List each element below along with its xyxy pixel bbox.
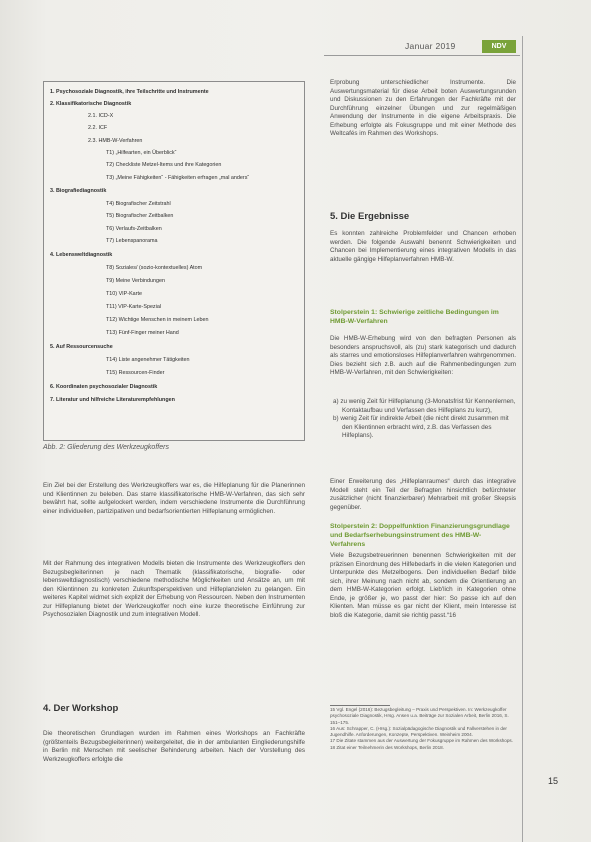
footnotes — [330, 707, 516, 751]
left-para-3-text: Die theoretischen Grundlagen wurden im Rahmen eines Workshops an Fachkräfte (größtenteils Bezugsbegleiterinnen) weitergeleitet, die in der ambulanten Eingliederungshilfe in Berlin mit Menschen mit seelischer Behinderung arbeiten. Nach der Vorstellung des Werkzeugkoffers erfolgte die — [43, 730, 305, 763]
footnote: 15 Vgl. Engel (2016): Bezugsbegleitung – Praxis und Perspektiven. In: Werkzeugkoffer psychosoziale Diagnostik, Hrsg. Ansen u.a. Beiträge zur Sozialen Arbeit, Berlin 2016, S. 151–175. — [330, 707, 509, 725]
right-para-3-text: Die HMB-W-Erhebung wird von den befragten Personen als besonders anspruchsvoll, als (zu) stark kategorisch und dadurch als starres und emotionsloses Hilfeplanverfahren wahrgenommen. Dies bezieht sich z.B. auch auf die Rahmenbedingungen zum HMB-W-Verfahren, mit den Schwierigkeiten: — [330, 335, 516, 376]
toc-item: 2.2. ICF — [88, 125, 108, 131]
figure-caption: Abb. 2: Gliederung des Werkzeugkoffers — [43, 444, 169, 451]
left-para-2-text: Mit der Rahmung des integrativen Modells bieten die Instrumente des Werkzeugkoffers den Bezugsbegleiterinnen je nach Thematik (klassifikatorische, biografie- oder lebensweltdiagnostisch) verschiedene methodische Möglichkeiten und Ansätze an, um mit den Klientinnen zu konkreten Zukunftsperspektiven und Hilfeplanzielen zu gelangen. Ein weiteres Kapitel widmet sich explizit der Erhebung von Ressourcen. Neben den Instrumenten zur Hilfeplanung bietet der Werkzeugkoffer noch eine kurze theoretische Einführung zur Psychosozialen Diagnostik und zum integrativen Modell. — [43, 560, 305, 618]
footnote-rule — [330, 705, 390, 706]
toc-item: 3. Biografiediagnostik — [50, 188, 107, 194]
right-paragraph-5 — [330, 552, 516, 620]
toc-item: 6. Koordinaten psychosozialer Diagnostik — [50, 384, 158, 390]
subheading-stolperstein-2: Stolperstein 2: Doppelfunktion Finanzierungsgrundlage und Bedarfserhebungsinstrument des HMB-W-Verfahrens — [330, 523, 510, 548]
header-date: Januar 2019 — [405, 41, 456, 51]
section-heading-ergebnisse: 5. Die Ergebnisse — [330, 211, 410, 222]
header-badge: NDV — [482, 40, 516, 53]
toc-item: T12) Wichtige Menschen in meinem Leben — [106, 317, 209, 323]
list-item: a) zu wenig Zeit für Hilfeplanung (3-Monatsfrist für Kennenlernen, Kontaktaufbau und Verfassen des Hilfeplans zu kurz), — [333, 398, 516, 414]
subheading-stolperstein-1: Stolperstein 1: Schwierige zeitliche Bedingungen im HMB-W-Verfahren — [330, 309, 499, 325]
right-para-4-text: Einer Erweiterung des „Hilfeplanraumes“ durch das integrative Modell steht ein Teil der Befragten hinsichtlich befürchteter zusätzlicher (nicht finanzierbarer) Mehrarbeit mit großer Skepsis gegenüber. — [330, 478, 516, 511]
left-paragraph-3 — [43, 730, 305, 764]
toc-item: T6) Verlaufs-Zeitbalken — [106, 226, 162, 232]
toc-item: 2. Klassifikatorische Diagnostik — [50, 101, 132, 107]
toc-item: T14) Liste angenehmer Tätigkeiten — [106, 357, 190, 363]
toc-item: 1. Psychosoziale Diagnostik, ihre Teilschritte und Instrumente — [50, 89, 209, 95]
right-paragraph-4 — [330, 478, 516, 512]
section-heading-workshop: 4. Der Workshop — [43, 703, 119, 714]
page-number: 15 — [548, 776, 559, 786]
footnote: 16 Aus: Schrapper, C. (Hrsg.): Sozialpädagogische Diagnostik und Fallverstehen in der Jugendhilfe. Anforderungen, Konzepte, Perspektiven. Weinheim 2004. — [330, 725, 507, 738]
left-para-1-text: Ein Ziel bei der Erstellung des Werkzeugkoffers war es, die Hilfeplanung für die Planerinnen und Klientinnen zu beleben. Das starre klassifikatorische HMB-W-Verfahren, das sich sehr bewährt hat, sollte aufgelockert werden, indem verschiedene Instrumente die Durchführung einer individuellen, partizipativen und bedarfsorientierten Hilfeplanung ermöglichen. — [43, 482, 305, 515]
toc-item: 7. Literatur und hilfreiche Literaturempfehlungen — [50, 397, 175, 403]
right-para-1-text: Erprobung unterschiedlicher Instrumente. Die Auswertungsmaterial für diese Arbeit boten Auswertungsrunden und Diskussionen zu den Erfahrungen der Fachkräfte mit der Durchführung einzelner Übungen und zur regelmäßigen Anwendung der Instrumente in die eigene Arbeitspraxis. Die Erhebung erfolgte als Fokusgruppe und mit einer Methode des Weltcafés im Rahmen des Workshops. — [330, 79, 516, 137]
right-para-5-text: Viele Bezugsbetreuerinnen benennen Schwierigkeiten mit der präzisen Einordnung des Hilfebedarfs in die vielen Kategorien und Unterpunkte des Metzelbogens. Den individuellen Bedarf bilde sich, ihrer Meinung nach nicht ab, sondern die Orientierung an dem HMB-W-Kategorien erfolgt. Lieb'lich in Kategorien ohne Ende, je größer je, wo passt der hier: So passe ich auf den Klienten. Man müsse es gar nicht der Klient, mein Interesse ist bloß die Kategorie, damit sie richtig passt.“16 — [330, 552, 516, 619]
footnote: 17 Die Zitate stammen aus der Auswertung der Fokusgruppe im Rahmen des Workshops. — [330, 738, 513, 744]
toc-item: T3) „Meine Fähigkeiten“ - Fähigkeiten erfragen „mal anders“ — [106, 175, 250, 181]
conditions-list — [330, 398, 516, 441]
toc-item: T7) Lebenspanorama — [106, 238, 158, 244]
figure-toc-box — [43, 81, 305, 441]
toc-item: T8) Soziales/ (sozio-kontextuelles) Atom — [106, 265, 203, 271]
toc-item: 5. Auf Ressourcensuche — [50, 344, 113, 350]
toc-item: T9) Meine Verbindungen — [106, 278, 166, 284]
toc-item: T15) Ressourcen-Finder — [106, 370, 165, 376]
right-paragraph-1 — [330, 79, 516, 139]
toc-item: T2) Checkliste Metzel-Items und ihre Kategorien — [106, 162, 222, 168]
toc-item: 4. Lebensweltdiagnostik — [50, 252, 113, 258]
toc-item: T4) Biografischer Zeitstrahl — [106, 201, 171, 207]
right-para-2-text: Es konnten zahlreiche Problemfelder und Chancen erhoben werden. Die folgende Auswahl benennt Schwierigkeiten und Chancen bei Implementierung eines integrativen Modells in das aktuelle gängige Hilfeplanverfahren HMB-W. — [330, 230, 516, 263]
toc-item: 2.3. HMB-W-Verfahren — [88, 138, 143, 144]
list-item: b) wenig Zeit für indirekte Arbeit (die nicht direkt zusammen mit den Klientinnen erbracht wird, z.B. das Verfassen des Hilfeplans). — [333, 415, 509, 439]
toc-item: T11) VIP-Karte-Spezial — [106, 304, 162, 310]
toc-item: T13) Fünf-Finger meiner Hand — [106, 330, 179, 336]
right-paragraph-3 — [330, 335, 516, 378]
header-rule — [324, 55, 520, 56]
toc-item: 2.1. ICD-X — [88, 113, 114, 119]
toc-item: T10) VIP-Karte — [106, 291, 142, 297]
right-paragraph-2 — [330, 230, 516, 264]
footnote: 18 Zitat einer Teilnehmerin des Workshops, Berlin 2018. — [330, 744, 444, 750]
toc-item: T1) „Hilfearten, ein Überblick“ — [106, 150, 177, 156]
left-paragraph-2 — [43, 560, 305, 620]
margin-rule — [522, 36, 523, 842]
toc-item: T5) Biografischer Zeitbalken — [106, 213, 174, 219]
left-paragraph-1 — [43, 482, 305, 516]
